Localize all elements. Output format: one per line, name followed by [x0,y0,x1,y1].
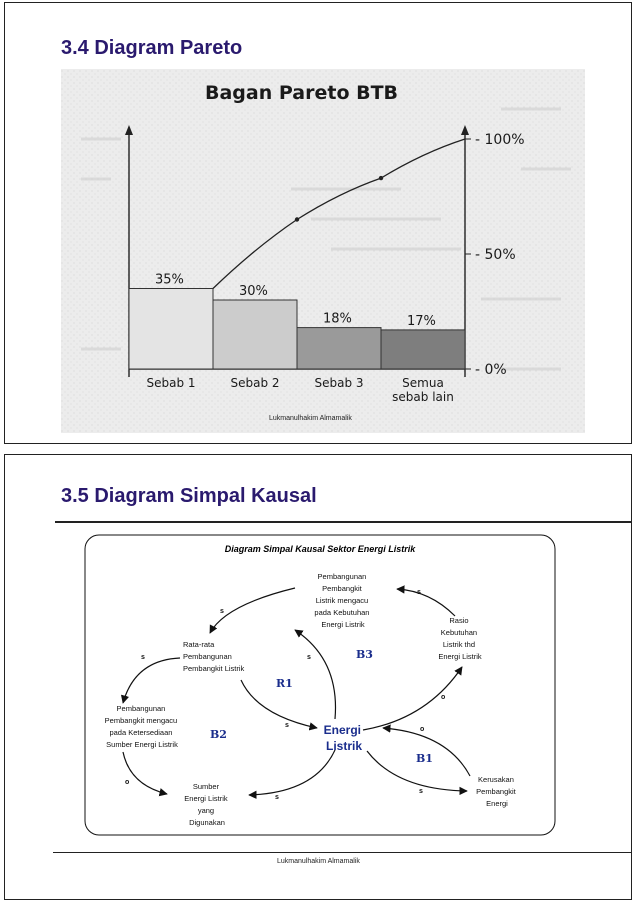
footer-rule [53,852,631,853]
cumulative-point [295,217,299,221]
link-rasio-to-pembangunan [397,589,455,616]
loop-label-b2: B2 [210,728,227,741]
polarity-s: s [307,654,311,661]
bar [381,330,465,369]
causal-loop-diagram [5,455,633,901]
chart-title: Bagan Pareto BTB [205,82,399,104]
loop-label-r1: R1 [276,677,293,690]
cumulative-point [379,176,383,180]
node-sumber-energi: Sumber Energi Listrik yang Digunakan [184,782,228,827]
link-energi-to-rasio [363,667,462,730]
pareto-scan-image [61,69,585,433]
y-tick-label: - 50% [475,247,516,263]
bar [129,289,213,370]
polarity-s: s [419,788,423,795]
bar [213,300,297,369]
loop-label-b3: B3 [356,648,373,661]
node-rata-rata-pembangunan: Rata-rata Pembangunan Pembangkit Listrik [183,640,245,673]
link-energi-to-pembangunan [295,630,336,719]
polarity-s: s [141,654,145,661]
y-tick-label: - 0% [475,362,507,378]
slide-title: 3.4 Diagram Pareto [61,37,243,59]
node-kerusakan-pembangkit: Kerusakan Pembangkit Energi [476,775,516,808]
node-pembangunan-ketersediaan: Pembangunan Pembangkit mengacu pada Ketersediaan Sumber Energi Listrik [104,704,178,749]
bar [297,328,381,369]
polarity-s: s [417,589,421,596]
y-tick-label: - 100% [475,132,525,148]
slide-footer: Lukmanulhakim Almamalik [277,858,360,865]
loop-label-b1: B1 [416,752,433,765]
polarity-o: o [441,694,446,701]
polarity-s: s [220,608,224,615]
polarity-o: o [125,779,130,786]
bar-value-label: 17% [407,313,436,329]
node-energi-listrik: Energi Listrik [323,723,363,753]
node-pembangunan-pembangkit: Pembangunan Pembangkit Listrik mengacu pada Kebutuhan Energi Listrik [314,572,370,629]
bar-value-label: 18% [323,311,352,327]
category-label: Semua [402,376,444,390]
slide-pareto [4,2,632,444]
pareto-chart [61,69,585,433]
category-label: sebab lain [392,390,454,404]
slide-causal-loop [4,454,632,900]
node-labels [105,572,518,827]
link-ketersediaan-to-sumber [123,752,167,794]
category-label: Sebab 3 [314,376,364,390]
category-label: Sebab 1 [146,376,196,390]
polarity-o: o [420,726,425,733]
node-rasio-kebutuhan: Rasio Kebutuhan Listrik thd Energi Listrik [438,616,482,661]
slide-footer: Lukmanulhakim Almamalik [269,415,352,422]
category-label: Sebab 2 [230,376,280,390]
polarity-marks [125,589,445,801]
polarity-s: s [285,722,289,729]
diagram-title: Diagram Simpal Kausal Sektor Energi Listrik [224,544,416,554]
link-energi-to-sumber [249,750,335,795]
bar-value-label: 35% [155,272,184,288]
polarity-s: s [275,794,279,801]
slide-title: 3.5 Diagram Simpal Kausal [61,485,317,507]
bar-value-label: 30% [239,284,268,299]
link-ratarata-to-ketersediaan [123,658,180,703]
